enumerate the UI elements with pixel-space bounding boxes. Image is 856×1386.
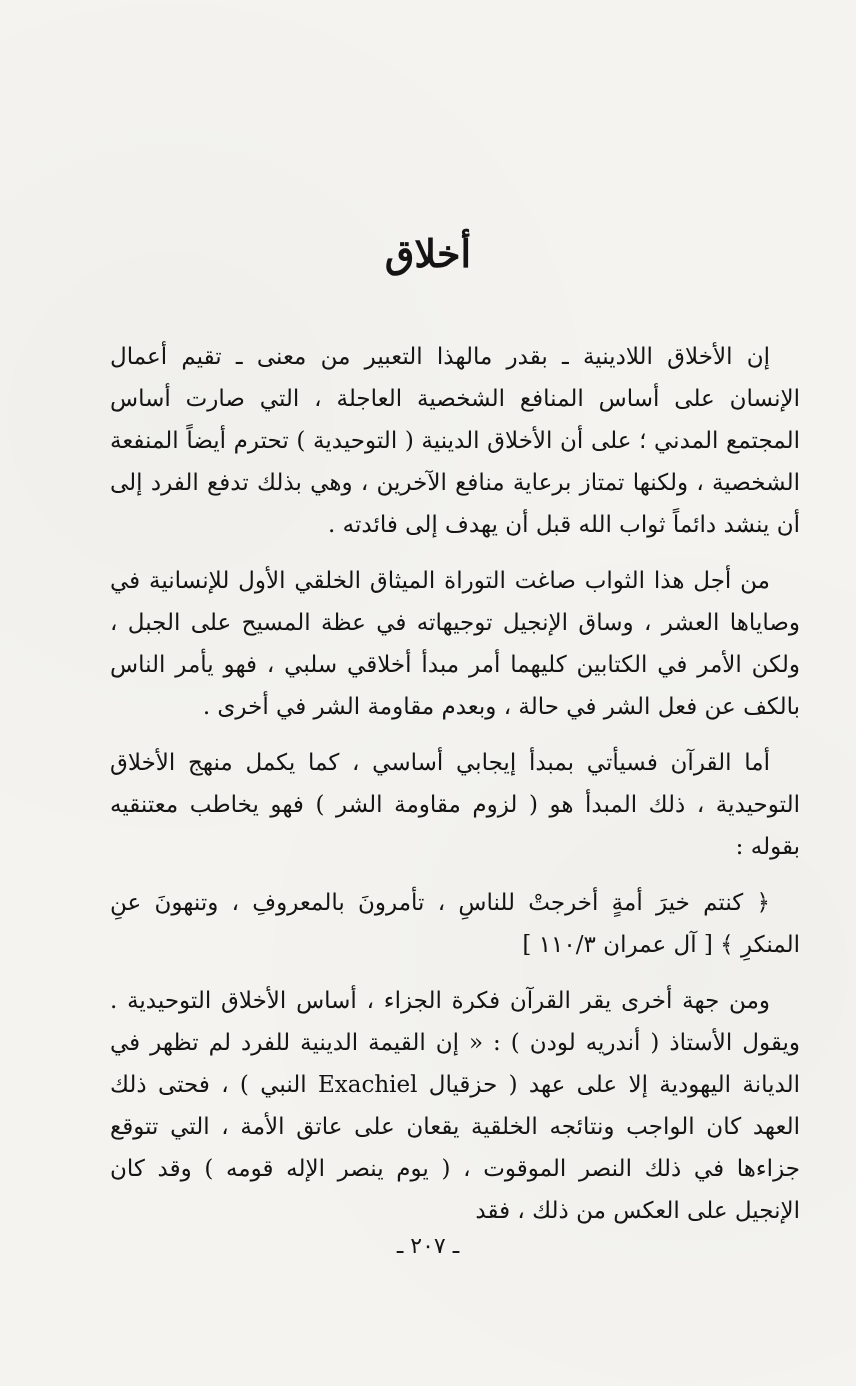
paragraph-3: أما القرآن فسيأتي بمبدأ إيجابي أساسي ، كما يكمل منهج الأخلاق التوحيدية ، ذلك المبدأ هو ( لزوم مقاومة الشر ) فهو يخاطب معتنقيه بقوله : [110,750,800,860]
page-title: أخلاق [384,231,472,276]
quran-verse-quote: ﴿ كنتم خيرَ أمةٍ أخرجتْ للناسِ ، تأمرونَ بالمعروفِ ، وتنهونَ عنِ المنكرِ ﴾ [ آل عمران ١١٠/٣ ] [110,890,800,958]
page-number: ـ ٢٠٧ ـ [396,1234,460,1259]
page-body [110,336,800,1246]
paragraph-5: ومن جهة أخرى يقر القرآن فكرة الجزاء ، أساس الأخلاق التوحيدية . ويقول الأستاذ ( أندريه لودن ) : « إن القيمة الدينية للفرد لم تظهر في الديانة اليهودية إلا على عهد ( حزقيال Exachiel النبي ) ، فحتى ذلك العهد كان الواجب ونتائجه الخلقية يقعان على عاتق الأمة ، التي تتوقع جزاءها في ذلك النصر الموقوت ، ( يوم ينصر الإله قومه ) وقد كان الإنجيل على العكس من ذلك ، فقد [110,988,800,1224]
paragraph-1: إن الأخلاق اللادينية ـ بقدر مالهذا التعبير من معنى ـ تقيم أعمال الإنسان على أساس المنافع الشخصية العاجلة ، التي صارت أساس المجتمع المدني ؛ على أن الأخلاق الدينية ( التوحيدية ) تحترم أيضاً المنفعة الشخصية ، ولكنها تمتاز برعاية منافع الآخرين ، وهي بذلك تدفع الفرد إلى أن ينشد دائماً ثواب الله قبل أن يهدف إلى فائدته . [110,344,800,538]
paragraph-2: من أجل هذا الثواب صاغت التوراة الميثاق الخلقي الأول للإنسانية في وصاياها العشر ، وساق الإنجيل توجيهاته في عظة المسيح على الجبل ، ولكن الأمر في الكتابين كليهما أمر مبدأ أخلاقي سلبي ، فهو يأمر الناس بالكف عن فعل الشر في حالة ، وبعدم مقاومة الشر في أخرى . [110,568,800,720]
